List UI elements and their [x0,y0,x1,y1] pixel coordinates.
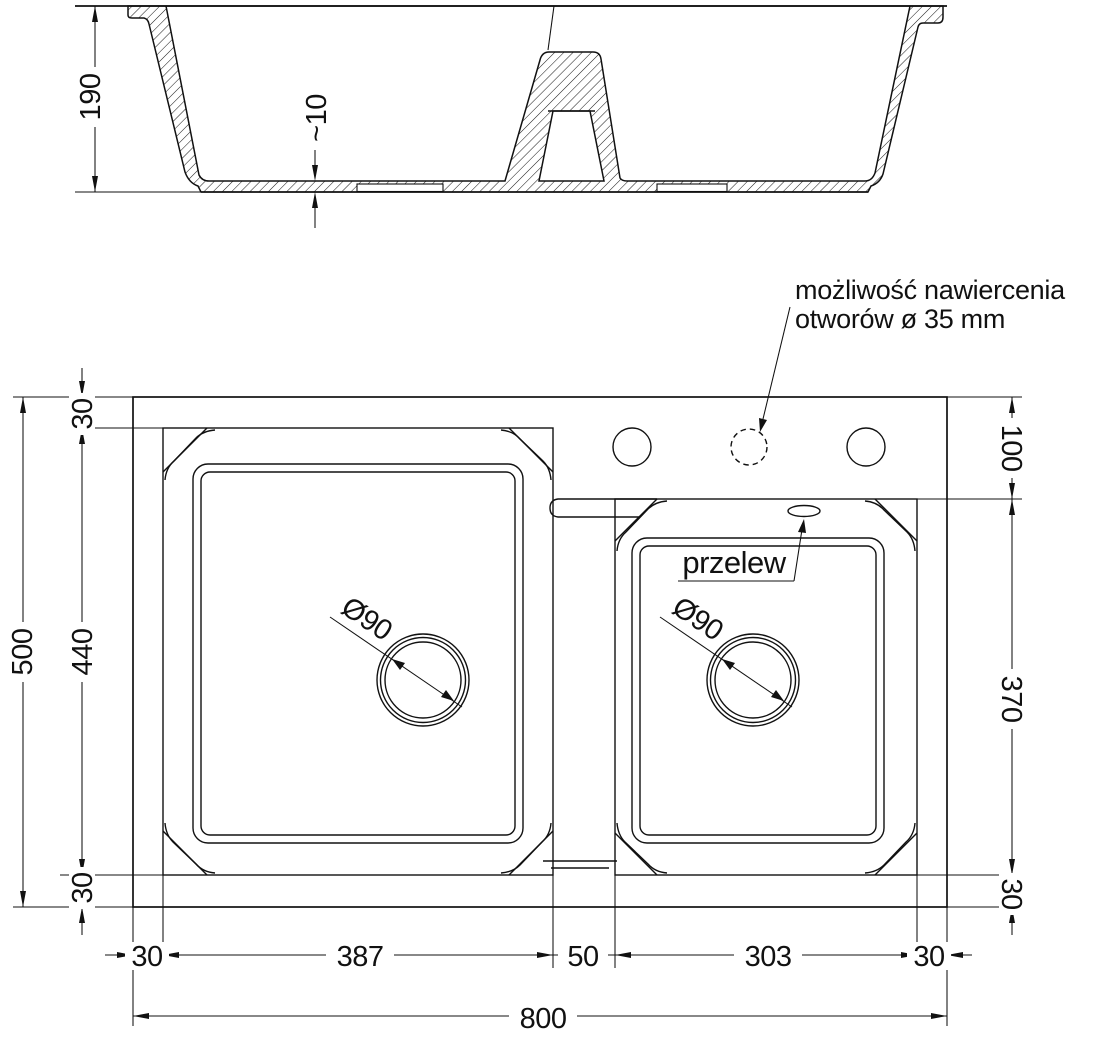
divider-back-edge [548,6,554,50]
faucet-hole-optional [731,429,767,465]
dim-deck-depth: 100 [995,424,1027,472]
dim-bottom-margin-right: 30 [995,878,1027,910]
drain-recess-right [657,184,727,192]
sink-outline [133,397,947,907]
dim-bowl-left-width: 387 [336,941,384,973]
dim-bowl-right-width: 303 [744,941,792,973]
drain-left [330,591,469,726]
dim-bottom-margin-left: 30 [67,872,99,904]
overflow-label: przelew [682,545,786,580]
dim-overall-depth: 500 [7,628,39,676]
dim-right-margin: 30 [913,941,945,973]
plan-view [7,275,1066,1035]
left-bowl [163,428,553,875]
dim-bowl-right-depth: 370 [995,675,1027,723]
faucet-hole-right [847,428,885,466]
dim-floor-thickness: ~10 [301,94,333,142]
dim-drain-left: Ø90 [335,590,398,648]
dim-top-margin: 30 [67,398,99,430]
dim-left-margin: 30 [131,941,163,973]
dim-overall-width: 800 [519,1003,567,1035]
overflow-hole [788,506,820,517]
faucet-hole-left [613,428,651,466]
drain-right [660,591,799,726]
dim-drain-right: Ø90 [666,590,729,648]
drain-recess-left [357,184,443,192]
dimensions-bottom [105,875,972,1035]
cross-section-view [75,6,947,228]
dimensions-right [917,397,1027,935]
dim-bowl-left-depth: 440 [67,628,99,676]
annotation-line-2: otworów ø 35 mm [795,304,1006,334]
section-body [128,6,943,192]
annotation-line-1: możliwość nawiercenia [795,275,1065,305]
dim-section-height: 190 [75,73,107,121]
dimensions-left [7,368,163,935]
dim-divider-width: 50 [567,941,599,973]
